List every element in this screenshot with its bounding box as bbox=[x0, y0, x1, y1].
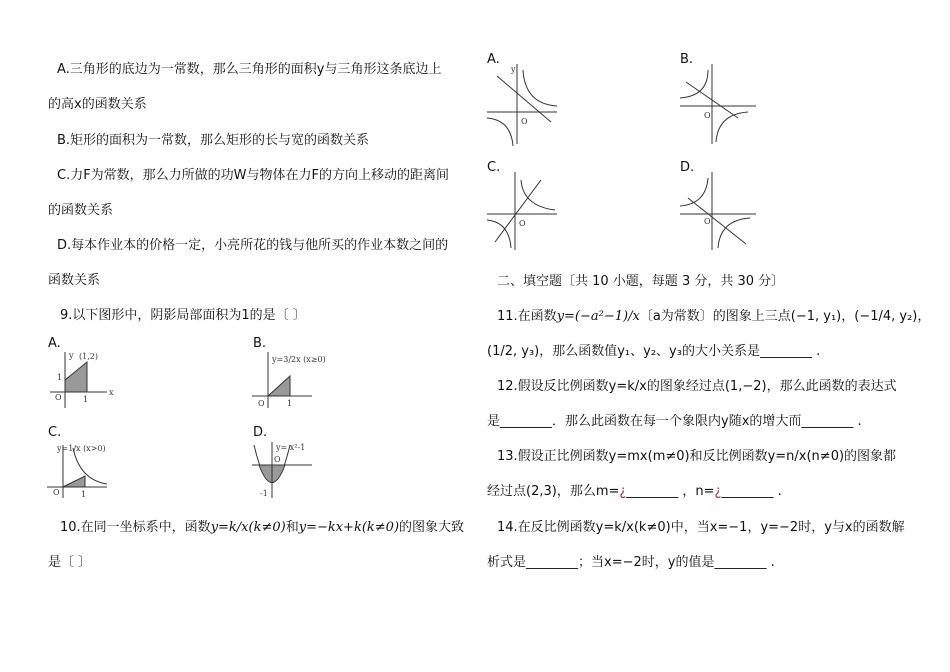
svg-text:O: O bbox=[704, 111, 711, 120]
svg-text:1: 1 bbox=[81, 490, 87, 499]
q9-label-b: B. bbox=[253, 336, 267, 351]
svg-text:y: y bbox=[69, 351, 74, 360]
svg-text:O: O bbox=[258, 399, 265, 408]
q9-label-d: D. bbox=[253, 425, 268, 440]
q10-label-c: C. bbox=[487, 160, 501, 175]
svg-text:y=1/x (x>0): y=1/x (x>0) bbox=[57, 444, 106, 453]
q9-graph-b bbox=[250, 350, 326, 410]
q10-graph-d bbox=[678, 170, 758, 252]
q8-option-a: A.三角形的底边为一常数，那么三角形的面积y与三角形这条底边上 bbox=[57, 62, 442, 77]
q8-option-d: D.每本作业本的价格一定，小亮所花的钱与他所买的作业本数之间的 bbox=[57, 238, 449, 253]
q9-graph-a bbox=[45, 350, 115, 410]
q13-question-cont: 经过点(2,3)，那么m=¿________ ，n=¿________ . bbox=[487, 484, 782, 499]
q10-graph-b bbox=[678, 62, 758, 147]
svg-text:O: O bbox=[55, 393, 62, 402]
svg-text:-1: -1 bbox=[260, 489, 268, 498]
q9-question: 9.以下图形中，阴影局部面积为1的是〔 〕 bbox=[60, 308, 306, 323]
q8-option-b: B.矩形的面积为一常数，那么矩形的长与宽的函数关系 bbox=[57, 133, 370, 148]
q10-label-b: B. bbox=[680, 52, 694, 67]
q10-label-d: D. bbox=[680, 160, 695, 175]
svg-text:O: O bbox=[53, 488, 60, 497]
svg-text:O: O bbox=[519, 219, 526, 228]
q8-option-c-cont: 的函数关系 bbox=[48, 203, 114, 218]
q12-question: 12.假设反比例函数y=k/x的图象经过点(1,−2)，那么此函数的表达式 bbox=[497, 379, 897, 394]
svg-text:x: x bbox=[109, 388, 114, 397]
q13-question: 13.假设正比例函数y=mx(m≠0)和反比例函数y=n/x(n≠0)的图象都 bbox=[497, 449, 897, 464]
q8-option-d-cont: 函数关系 bbox=[48, 273, 101, 288]
q10-question-cont: 是〔 〕 bbox=[48, 555, 92, 570]
svg-text:O: O bbox=[704, 217, 711, 226]
q11-question: 11.在函数y=(−a²−1)/x〔a为常数〕的图象上三点(−1, y₁)，(−1/4, y₂)， bbox=[497, 309, 931, 324]
svg-text:1: 1 bbox=[83, 395, 89, 404]
svg-text:1: 1 bbox=[287, 399, 293, 408]
svg-text:O: O bbox=[274, 455, 281, 464]
svg-text:(1,2): (1,2) bbox=[79, 352, 98, 361]
svg-text:y= x²-1: y= x²-1 bbox=[276, 443, 306, 452]
q11-question-cont: (1/2, y₃)，那么函数值y₁、y₂、y₃的大小关系是________ . bbox=[487, 344, 821, 359]
q10-question: 10.在同一坐标系中，函数y=k/x(k≠0)和y=−kx+k(k≠0)的图象大致 bbox=[60, 520, 465, 535]
q14-question: 14.在反比例函数y=k/x(k≠0)中，当x=−1，y=−2时，y与x的函数解 bbox=[497, 520, 905, 535]
q9-label-a: A. bbox=[48, 336, 61, 351]
svg-text:O: O bbox=[521, 117, 528, 126]
q14-question-cont: 析式是________；当x=−2时，y的值是________ . bbox=[487, 555, 775, 570]
svg-text:y=3/2x (x≥0): y=3/2x (x≥0) bbox=[272, 355, 326, 364]
svg-text:1: 1 bbox=[57, 373, 63, 382]
q9-graph-d bbox=[250, 440, 320, 500]
q9-graph-c bbox=[45, 440, 115, 500]
svg-text:y: y bbox=[511, 65, 516, 74]
q10-graph-c bbox=[485, 170, 560, 252]
q10-graph-a bbox=[485, 62, 560, 147]
q12-question-cont: 是________．那么此函数在每一个象限内y随x的增大而________ . bbox=[487, 414, 862, 429]
q10-label-a: A. bbox=[487, 52, 500, 67]
q8-option-a-cont: 的高x的函数关系 bbox=[48, 97, 147, 112]
section-heading: 二、填空题〔共 10 小题，每题 3 分，共 30 分〕 bbox=[497, 274, 785, 289]
q9-label-c: C. bbox=[48, 425, 62, 440]
q8-option-c: C.力F为常数，那么力所做的功W与物体在力F的方向上移动的距离间 bbox=[57, 168, 450, 183]
